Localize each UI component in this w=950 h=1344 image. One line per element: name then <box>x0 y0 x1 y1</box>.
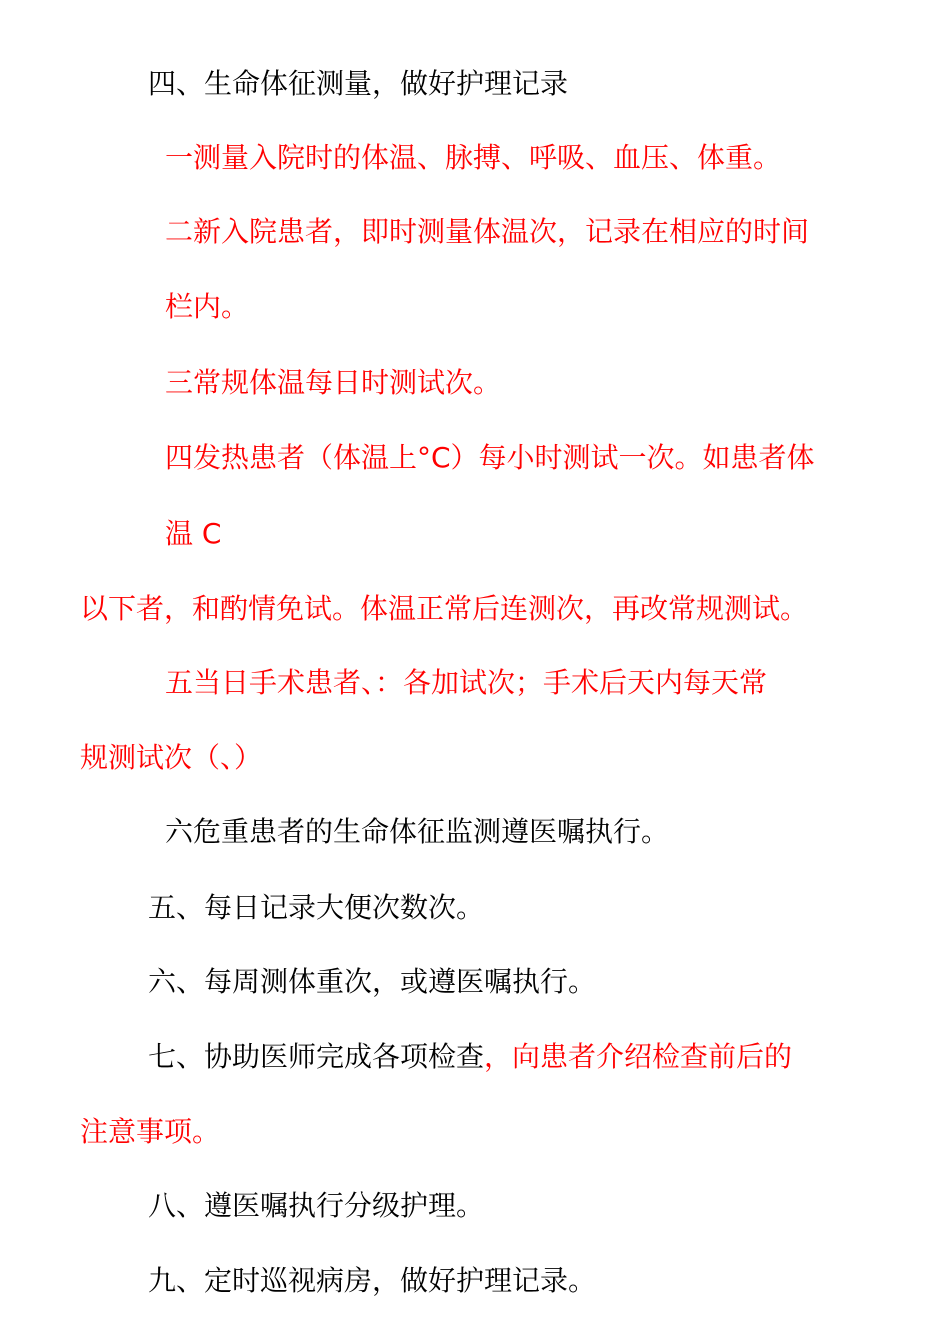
item-routine-temperature: 三常规体温每日时测试次。 <box>165 366 502 399</box>
section-graded-care: 八、遵医嘱执行分级护理。 <box>148 1189 485 1222</box>
item-new-patient-temperature-cont: 栏内。 <box>165 290 250 323</box>
item-admission-measurement: 一测量入院时的体温、脉搏、呼吸、血压、体重。 <box>165 141 782 174</box>
item-fever-patient-cont: 温 C <box>165 517 222 550</box>
item-fever-patient: 四发热患者（体温上°C）每小时测试一次。如患者体 <box>165 441 815 474</box>
section-examinations-cont: 注意事项。 <box>80 1115 221 1148</box>
section-weight: 六、每周测体重次，或遵医嘱执行。 <box>148 965 597 998</box>
item-fever-patient-cont2: 以下者，和酌情免试。体温正常后连测次，再改常规测试。 <box>80 592 809 625</box>
section-ward-rounds: 九、定时巡视病房，做好护理记录。 <box>148 1264 597 1297</box>
item-surgery-patient: 五当日手术患者、：各加试次；手术后天内每天常 <box>165 666 768 699</box>
section-heading-vital-signs: 四、生命体征测量，做好护理记录 <box>148 67 569 100</box>
section-examinations-red: ，向患者介绍检查前后的 <box>484 1040 793 1073</box>
section-bowel-record: 五、每日记录大便次数次。 <box>148 891 485 924</box>
item-critical-patient: 六危重患者的生命体征监测遵医嘱执行。 <box>165 815 670 848</box>
item-surgery-patient-cont: 规测试次（、） <box>80 741 263 774</box>
item-new-patient-temperature: 二新入院患者，即时测量体温次，记录在相应的时间 <box>165 215 810 248</box>
section-examinations <box>148 1039 792 1075</box>
section-examinations-black: 七、协助医师完成各项检查 <box>148 1040 485 1073</box>
